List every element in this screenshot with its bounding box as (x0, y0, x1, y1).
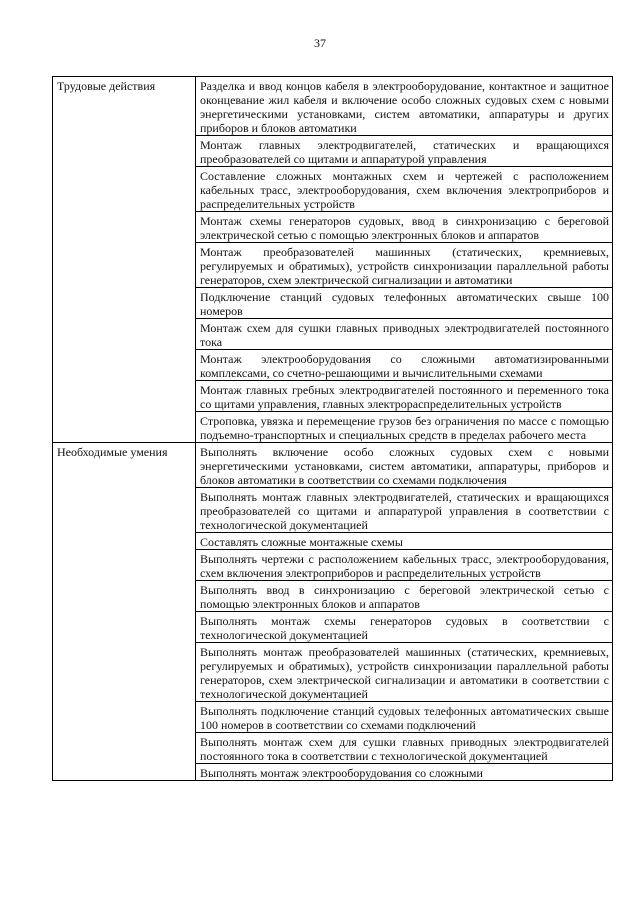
table-row (53, 443, 613, 488)
section-item: Составлять сложные монтажные схемы (196, 533, 613, 550)
section-item: Подключение станций судовых телефонных автоматических свыше 100 номеров (196, 288, 613, 319)
section-item: Разделка и ввод концов кабеля в электрооборудование, контактное и защитное оконцевание жил кабеля и включение особо сложных судовых схем с новыми энергетическими установками, систем автоматики, аппаратуры и других приборов и блоков автоматики (196, 77, 613, 136)
section-item: Составление сложных монтажных схем и чертежей с расположением кабельных трасс, электрооборудования, схем включения электроприборов и распределительных устройств (196, 167, 613, 212)
competency-table-body (53, 77, 613, 781)
section-item: Выполнять монтаж преобразователей машинных (статических, кремниевых, регулируемых и обратимых), устройств синхронизации параллельной работы генераторов, схем электрической сигнализации и автоматики в соответствии с технологической документацией (196, 643, 613, 702)
section-item: Монтаж схем для сушки главных приводных электродвигателей постоянного тока (196, 319, 613, 350)
section-item: Выполнять монтаж главных электродвигателей, статических и вращающихся преобразователей со щитами и аппаратурой управления в соответствии с технологической документацией (196, 488, 613, 533)
section-item: Монтаж главных электродвигателей, статических и вращающихся преобразователей со щитами и аппаратурой управления (196, 136, 613, 167)
section-label: Трудовые действия (53, 77, 196, 443)
competency-table (52, 76, 613, 781)
section-item: Монтаж электрооборудования со сложными автоматизированными комплексами, со счетно-решающими и вычислительными схемами (196, 350, 613, 381)
page-number: 37 (314, 36, 326, 50)
section-item: Выполнять монтаж электрооборудования со сложными (196, 764, 613, 781)
section-item: Монтаж схемы генераторов судовых, ввод в синхронизацию с береговой электрической сетью с помощью электронных блоков и аппаратов (196, 212, 613, 243)
section-item: Выполнять монтаж схемы генераторов судовых в соответствии с технологической документацией (196, 612, 613, 643)
section-item: Выполнять монтаж схем для сушки главных приводных электродвигателей постоянного тока в соответствии с технологической документацией (196, 733, 613, 764)
section-item: Выполнять ввод в синхронизацию с береговой электрической сетью с помощью электронных блоков и аппаратов (196, 581, 613, 612)
section-item: Выполнять подключение станций судовых телефонных автоматических свыше 100 номеров в соответствии со схемами подключений (196, 702, 613, 733)
table-row (53, 77, 613, 136)
section-label: Необходимые умения (53, 443, 196, 781)
section-item: Монтаж главных гребных электродвигателей постоянного и переменного тока со щитами управления, главных электрораспределительных устройств (196, 381, 613, 412)
section-item: Строповка, увязка и перемещение грузов без ограничения по массе с помощью подъемно-транспортных и специальных средств в пределах рабочего места (196, 412, 613, 443)
section-item: Выполнять включение особо сложных судовых схем с новыми энергетическими установками, систем автоматики, аппаратуры, приборов и блоков автоматики в соответствии со схемами подключения (196, 443, 613, 488)
section-item: Монтаж преобразователей машинных (статических, кремниевых, регулируемых и обратимых), устройств синхронизации параллельной работы генераторов, схем электрической сигнализации и автоматики (196, 243, 613, 288)
section-item: Выполнять чертежи с расположением кабельных трасс, электрооборудования, схем включения электроприборов и распределительных устройств (196, 550, 613, 581)
